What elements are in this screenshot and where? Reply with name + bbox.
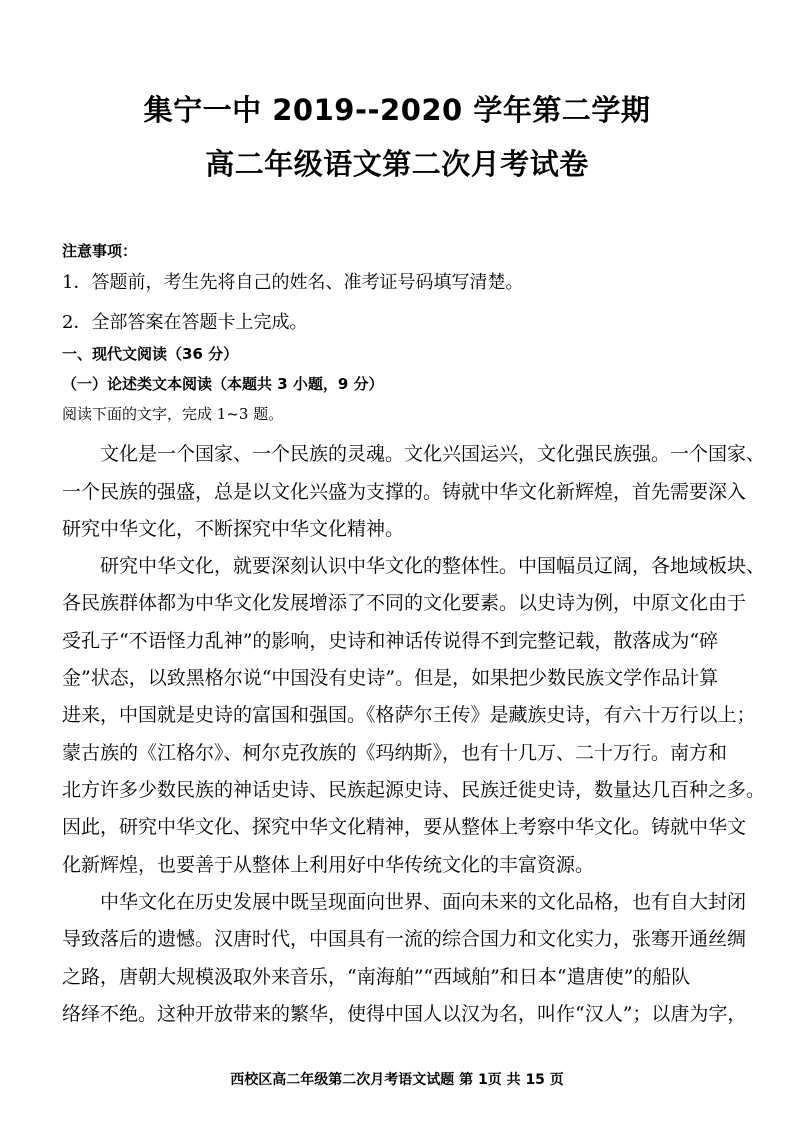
passage-line: 受孔子“不语怪力乱神”的影响，史诗和神话传说得不到完整记载，散落成为“碎 [62,630,719,652]
notice-heading: 注意事项： [62,242,138,260]
passage-line: 中华文化在历史发展中既呈现面向世界、面向未来的文化品格，也有自大封闭 [100,891,747,913]
passage-line: 蒙古族的《江格尔》、柯尔克孜族的《玛纳斯》，也有十几万、二十万行。南方和 [62,742,728,764]
exam-title-line1: 集宁一中 2019--2020 学年第二学期 [143,93,651,127]
passage-line: 各民族群体都为中华文化发展增添了不同的文化要素。以史诗为例，中原文化由于 [62,592,747,614]
page-footer: 西校区高二年级第二次月考语文试题 第 1页 共 15 页 [230,1072,564,1088]
passage-line: 金”状态，以致黑格尔说“中国没有史诗”。但是，如果把少数民族文学作品计算 [62,667,719,689]
passage-line: 研究中华文化，就要深刻认识中华文化的整体性。中国幅员辽阔，各地域板块、 [100,555,766,577]
notice-item-2: 2．全部答案在答题卡上完成。 [62,312,308,333]
passage-line: 化新辉煌，也要善于从整体上利用好中华传统文化的丰富资源。 [62,854,595,876]
subsection-heading: （一）论述类文本阅读（本题共 3 小题，9 分） [62,375,384,393]
exam-title-line2: 高二年级语文第二次月考试卷 [205,147,589,181]
passage-line: 进来，中国就是史诗的富国和强国。《格萨尔王传》是藏族史诗，有六十万行以上； [62,704,756,726]
passage-line: 络绎不绝。这种开放带来的繁华，使得中国人以汉为名，叫作“汉人”；以唐为字， [62,1003,747,1025]
reading-instruction: 阅读下面的文字，完成 1~3 题。 [62,405,284,423]
passage-line: 一个民族的强盛，总是以文化兴盛为支撑的。铸就中华文化新辉煌，首先需要深入 [62,481,747,503]
passage-line: 北方许多少数民族的神话史诗、民族起源史诗、民族迁徙史诗，数量达几百种之多。 [62,779,766,801]
notice-item-1: 1．答题前，考生先将自己的姓名、准考证号码填写清楚。 [62,272,524,293]
passage-line: 研究中华文化，不断探究中华文化精神。 [62,518,405,540]
passage-line: 文化是一个国家、一个民族的灵魂。文化兴国运兴，文化强民族强。一个国家、 [100,443,766,465]
passage-line: 因此，研究中华文化、探究中华文化精神，要从整体上考察中华文化。铸就中华文 [62,816,747,838]
passage-line: 导致落后的遗憾。汉唐时代，中国具有一流的综合国力和文化实力，张骞开通丝绸 [62,928,747,950]
passage-line: 之路，唐朝大规模汲取外来音乐，“南海舶”“西域舶”和日本“遣唐使”的船队 [62,966,691,988]
section-heading: 一、现代文阅读（36 分） [62,345,239,363]
